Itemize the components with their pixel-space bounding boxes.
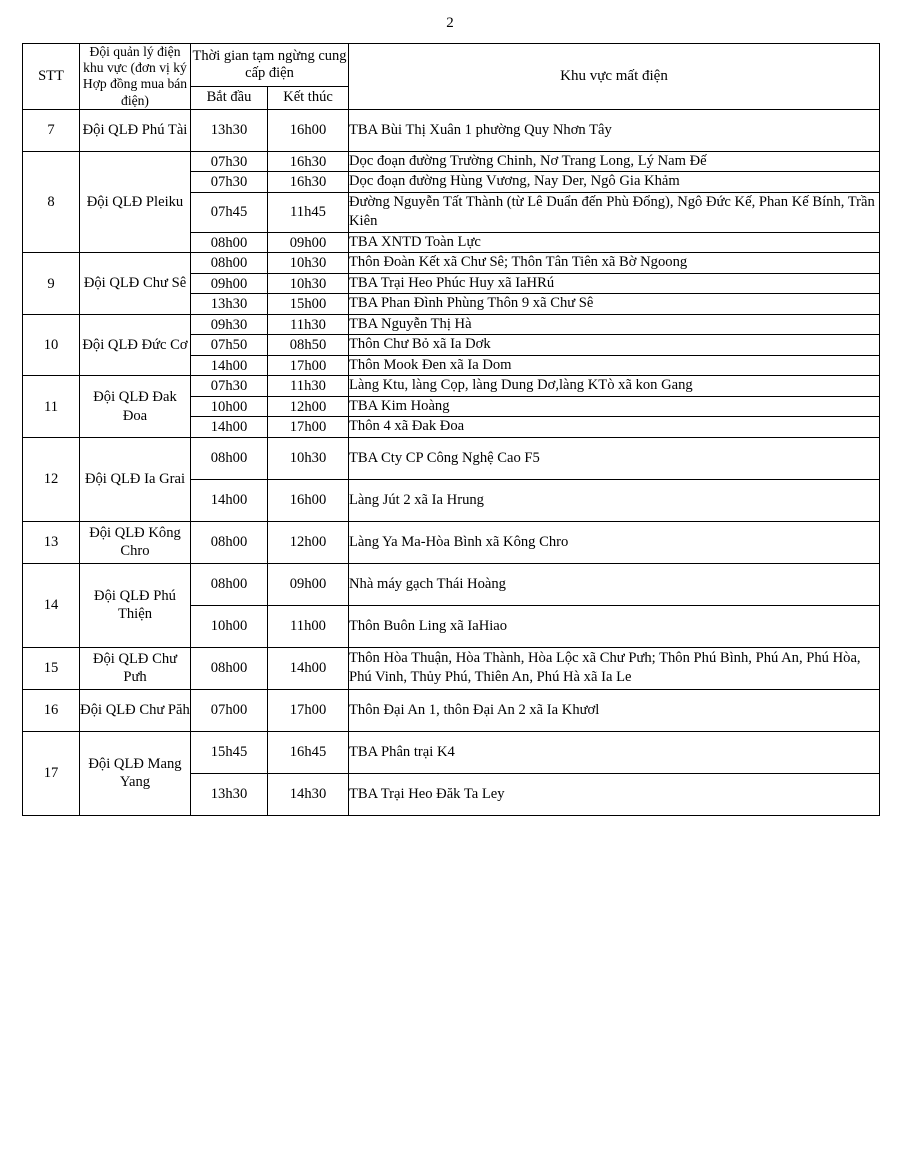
cell-start-time: 13h30 bbox=[191, 294, 268, 315]
column-header-end-time: Kết thúc bbox=[268, 87, 349, 109]
table-row bbox=[23, 437, 880, 479]
cell-start-time: 08h00 bbox=[191, 232, 268, 253]
cell-end-time: 17h00 bbox=[268, 355, 349, 376]
cell-stt: 16 bbox=[23, 689, 80, 731]
cell-affected-area: TBA Nguyễn Thị Hà bbox=[349, 314, 880, 335]
cell-affected-area: Thôn Mook Đen xã Ia Dom bbox=[349, 355, 880, 376]
cell-team-name: Đội QLĐ Mang Yang bbox=[80, 731, 191, 815]
cell-start-time: 07h45 bbox=[191, 192, 268, 232]
cell-affected-area: TBA XNTD Toàn Lực bbox=[349, 232, 880, 253]
cell-affected-area: TBA Bùi Thị Xuân 1 phường Quy Nhơn Tây bbox=[349, 109, 880, 151]
page-number: 2 bbox=[446, 15, 454, 31]
table-row bbox=[23, 109, 880, 151]
column-header-start-time: Bắt đầu bbox=[191, 87, 268, 109]
cell-start-time: 09h00 bbox=[191, 273, 268, 294]
table-row bbox=[23, 689, 880, 731]
cell-team-name: Đội QLĐ Ia Grai bbox=[80, 437, 191, 521]
cell-team-name: Đội QLĐ Pleiku bbox=[80, 151, 191, 253]
cell-end-time: 12h00 bbox=[268, 521, 349, 563]
cell-stt: 12 bbox=[23, 437, 80, 521]
cell-start-time: 08h00 bbox=[191, 521, 268, 563]
cell-start-time: 14h00 bbox=[191, 355, 268, 376]
cell-end-time: 10h30 bbox=[268, 273, 349, 294]
cell-affected-area: Làng Jút 2 xã Ia Hrung bbox=[349, 479, 880, 521]
cell-end-time: 11h00 bbox=[268, 605, 349, 647]
table-row bbox=[23, 376, 880, 397]
cell-start-time: 08h00 bbox=[191, 253, 268, 274]
table-row bbox=[23, 253, 880, 274]
cell-affected-area: Dọc đoạn đường Hùng Vương, Nay Der, Ngô Gia Khảm bbox=[349, 172, 880, 193]
cell-team-name: Đội QLĐ Chư Pưh bbox=[80, 647, 191, 689]
cell-start-time: 10h00 bbox=[191, 605, 268, 647]
column-header-time-group: Thời gian tạm ngừng cung cấp điện bbox=[191, 44, 349, 87]
cell-team-name: Đội QLĐ Đak Đoa bbox=[80, 376, 191, 438]
cell-start-time: 10h00 bbox=[191, 396, 268, 417]
cell-start-time: 08h00 bbox=[191, 647, 268, 689]
cell-affected-area: Dọc đoạn đường Trường Chinh, Nơ Trang Long, Lý Nam Đế bbox=[349, 151, 880, 172]
cell-affected-area: Thôn Đại An 1, thôn Đại An 2 xã Ia Khươl bbox=[349, 689, 880, 731]
outage-schedule-table bbox=[22, 43, 880, 816]
table-row bbox=[23, 563, 880, 605]
cell-team-name: Đội QLĐ Chư Păh bbox=[80, 689, 191, 731]
cell-end-time: 17h00 bbox=[268, 417, 349, 438]
cell-start-time: 07h30 bbox=[191, 151, 268, 172]
table-body bbox=[23, 109, 880, 815]
cell-start-time: 13h30 bbox=[191, 773, 268, 815]
cell-start-time: 15h45 bbox=[191, 731, 268, 773]
cell-team-name: Đội QLĐ Đức Cơ bbox=[80, 314, 191, 376]
cell-team-name: Đội QLĐ Chư Sê bbox=[80, 253, 191, 315]
cell-affected-area: Thôn Hòa Thuận, Hòa Thành, Hòa Lộc xã Chư Pưh; Thôn Phú Bình, Phú An, Phú Hòa, Phú Vinh, Thủy Phú, Thiên An, Phú Hà xã Ia Le bbox=[349, 647, 880, 689]
table-row bbox=[23, 151, 880, 172]
cell-stt: 10 bbox=[23, 314, 80, 376]
cell-stt: 17 bbox=[23, 731, 80, 815]
cell-end-time: 16h00 bbox=[268, 109, 349, 151]
cell-affected-area: Làng Ya Ma-Hòa Bình xã Kông Chro bbox=[349, 521, 880, 563]
cell-team-name: Đội QLĐ Phú Tài bbox=[80, 109, 191, 151]
cell-start-time: 14h00 bbox=[191, 417, 268, 438]
column-header-area: Khu vực mất điện bbox=[349, 44, 880, 110]
table-row bbox=[23, 314, 880, 335]
cell-affected-area: Thôn 4 xã Đak Đoa bbox=[349, 417, 880, 438]
cell-end-time: 10h30 bbox=[268, 253, 349, 274]
cell-end-time: 14h00 bbox=[268, 647, 349, 689]
cell-start-time: 08h00 bbox=[191, 563, 268, 605]
cell-end-time: 11h30 bbox=[268, 314, 349, 335]
cell-stt: 11 bbox=[23, 376, 80, 438]
column-header-stt: STT bbox=[23, 44, 80, 110]
cell-stt: 9 bbox=[23, 253, 80, 315]
cell-end-time: 10h30 bbox=[268, 437, 349, 479]
column-header-team: Đội quản lý điện khu vực (đơn vị ký Hợp đồng mua bán điện) bbox=[80, 44, 191, 110]
cell-start-time: 08h00 bbox=[191, 437, 268, 479]
cell-affected-area: Thôn Đoàn Kết xã Chư Sê; Thôn Tân Tiên xã Bờ Ngoong bbox=[349, 253, 880, 274]
cell-affected-area: TBA Trại Heo Đăk Ta Ley bbox=[349, 773, 880, 815]
cell-affected-area: Nhà máy gạch Thái Hoàng bbox=[349, 563, 880, 605]
cell-start-time: 13h30 bbox=[191, 109, 268, 151]
cell-end-time: 16h30 bbox=[268, 151, 349, 172]
table-header bbox=[23, 44, 880, 110]
cell-team-name: Đội QLĐ Phú Thiện bbox=[80, 563, 191, 647]
cell-affected-area: TBA Kim Hoàng bbox=[349, 396, 880, 417]
cell-affected-area: TBA Phân trại K4 bbox=[349, 731, 880, 773]
outage-schedule-table-container bbox=[22, 43, 879, 816]
cell-end-time: 11h45 bbox=[268, 192, 349, 232]
cell-stt: 8 bbox=[23, 151, 80, 253]
cell-affected-area: Làng Ktu, làng Cọp, làng Dung Dơ,làng KTò xã kon Gang bbox=[349, 376, 880, 397]
cell-end-time: 16h30 bbox=[268, 172, 349, 193]
cell-end-time: 11h30 bbox=[268, 376, 349, 397]
cell-start-time: 07h30 bbox=[191, 376, 268, 397]
cell-start-time: 14h00 bbox=[191, 479, 268, 521]
cell-end-time: 14h30 bbox=[268, 773, 349, 815]
cell-end-time: 08h50 bbox=[268, 335, 349, 356]
cell-end-time: 15h00 bbox=[268, 294, 349, 315]
cell-stt: 13 bbox=[23, 521, 80, 563]
cell-end-time: 16h00 bbox=[268, 479, 349, 521]
cell-affected-area: TBA Phan Đình Phùng Thôn 9 xã Chư Sê bbox=[349, 294, 880, 315]
cell-stt: 15 bbox=[23, 647, 80, 689]
cell-end-time: 16h45 bbox=[268, 731, 349, 773]
cell-stt: 14 bbox=[23, 563, 80, 647]
table-row bbox=[23, 731, 880, 773]
cell-affected-area: Đường Nguyễn Tất Thành (từ Lê Duẩn đến Phù Đổng), Ngô Đức Kế, Phan Kế Bính, Trần Kiên bbox=[349, 192, 880, 232]
cell-affected-area: TBA Trại Heo Phúc Huy xã IaHRú bbox=[349, 273, 880, 294]
cell-end-time: 12h00 bbox=[268, 396, 349, 417]
cell-start-time: 07h00 bbox=[191, 689, 268, 731]
header-row-primary bbox=[23, 44, 880, 87]
cell-affected-area: Thôn Buôn Ling xã IaHiao bbox=[349, 605, 880, 647]
table-row bbox=[23, 521, 880, 563]
cell-stt: 7 bbox=[23, 109, 80, 151]
cell-affected-area: Thôn Chư Bỏ xã Ia Dơk bbox=[349, 335, 880, 356]
cell-start-time: 07h50 bbox=[191, 335, 268, 356]
cell-start-time: 09h30 bbox=[191, 314, 268, 335]
cell-affected-area: TBA Cty CP Công Nghệ Cao F5 bbox=[349, 437, 880, 479]
cell-end-time: 09h00 bbox=[268, 563, 349, 605]
cell-team-name: Đội QLĐ Kông Chro bbox=[80, 521, 191, 563]
table-row bbox=[23, 647, 880, 689]
cell-start-time: 07h30 bbox=[191, 172, 268, 193]
cell-end-time: 09h00 bbox=[268, 232, 349, 253]
cell-end-time: 17h00 bbox=[268, 689, 349, 731]
